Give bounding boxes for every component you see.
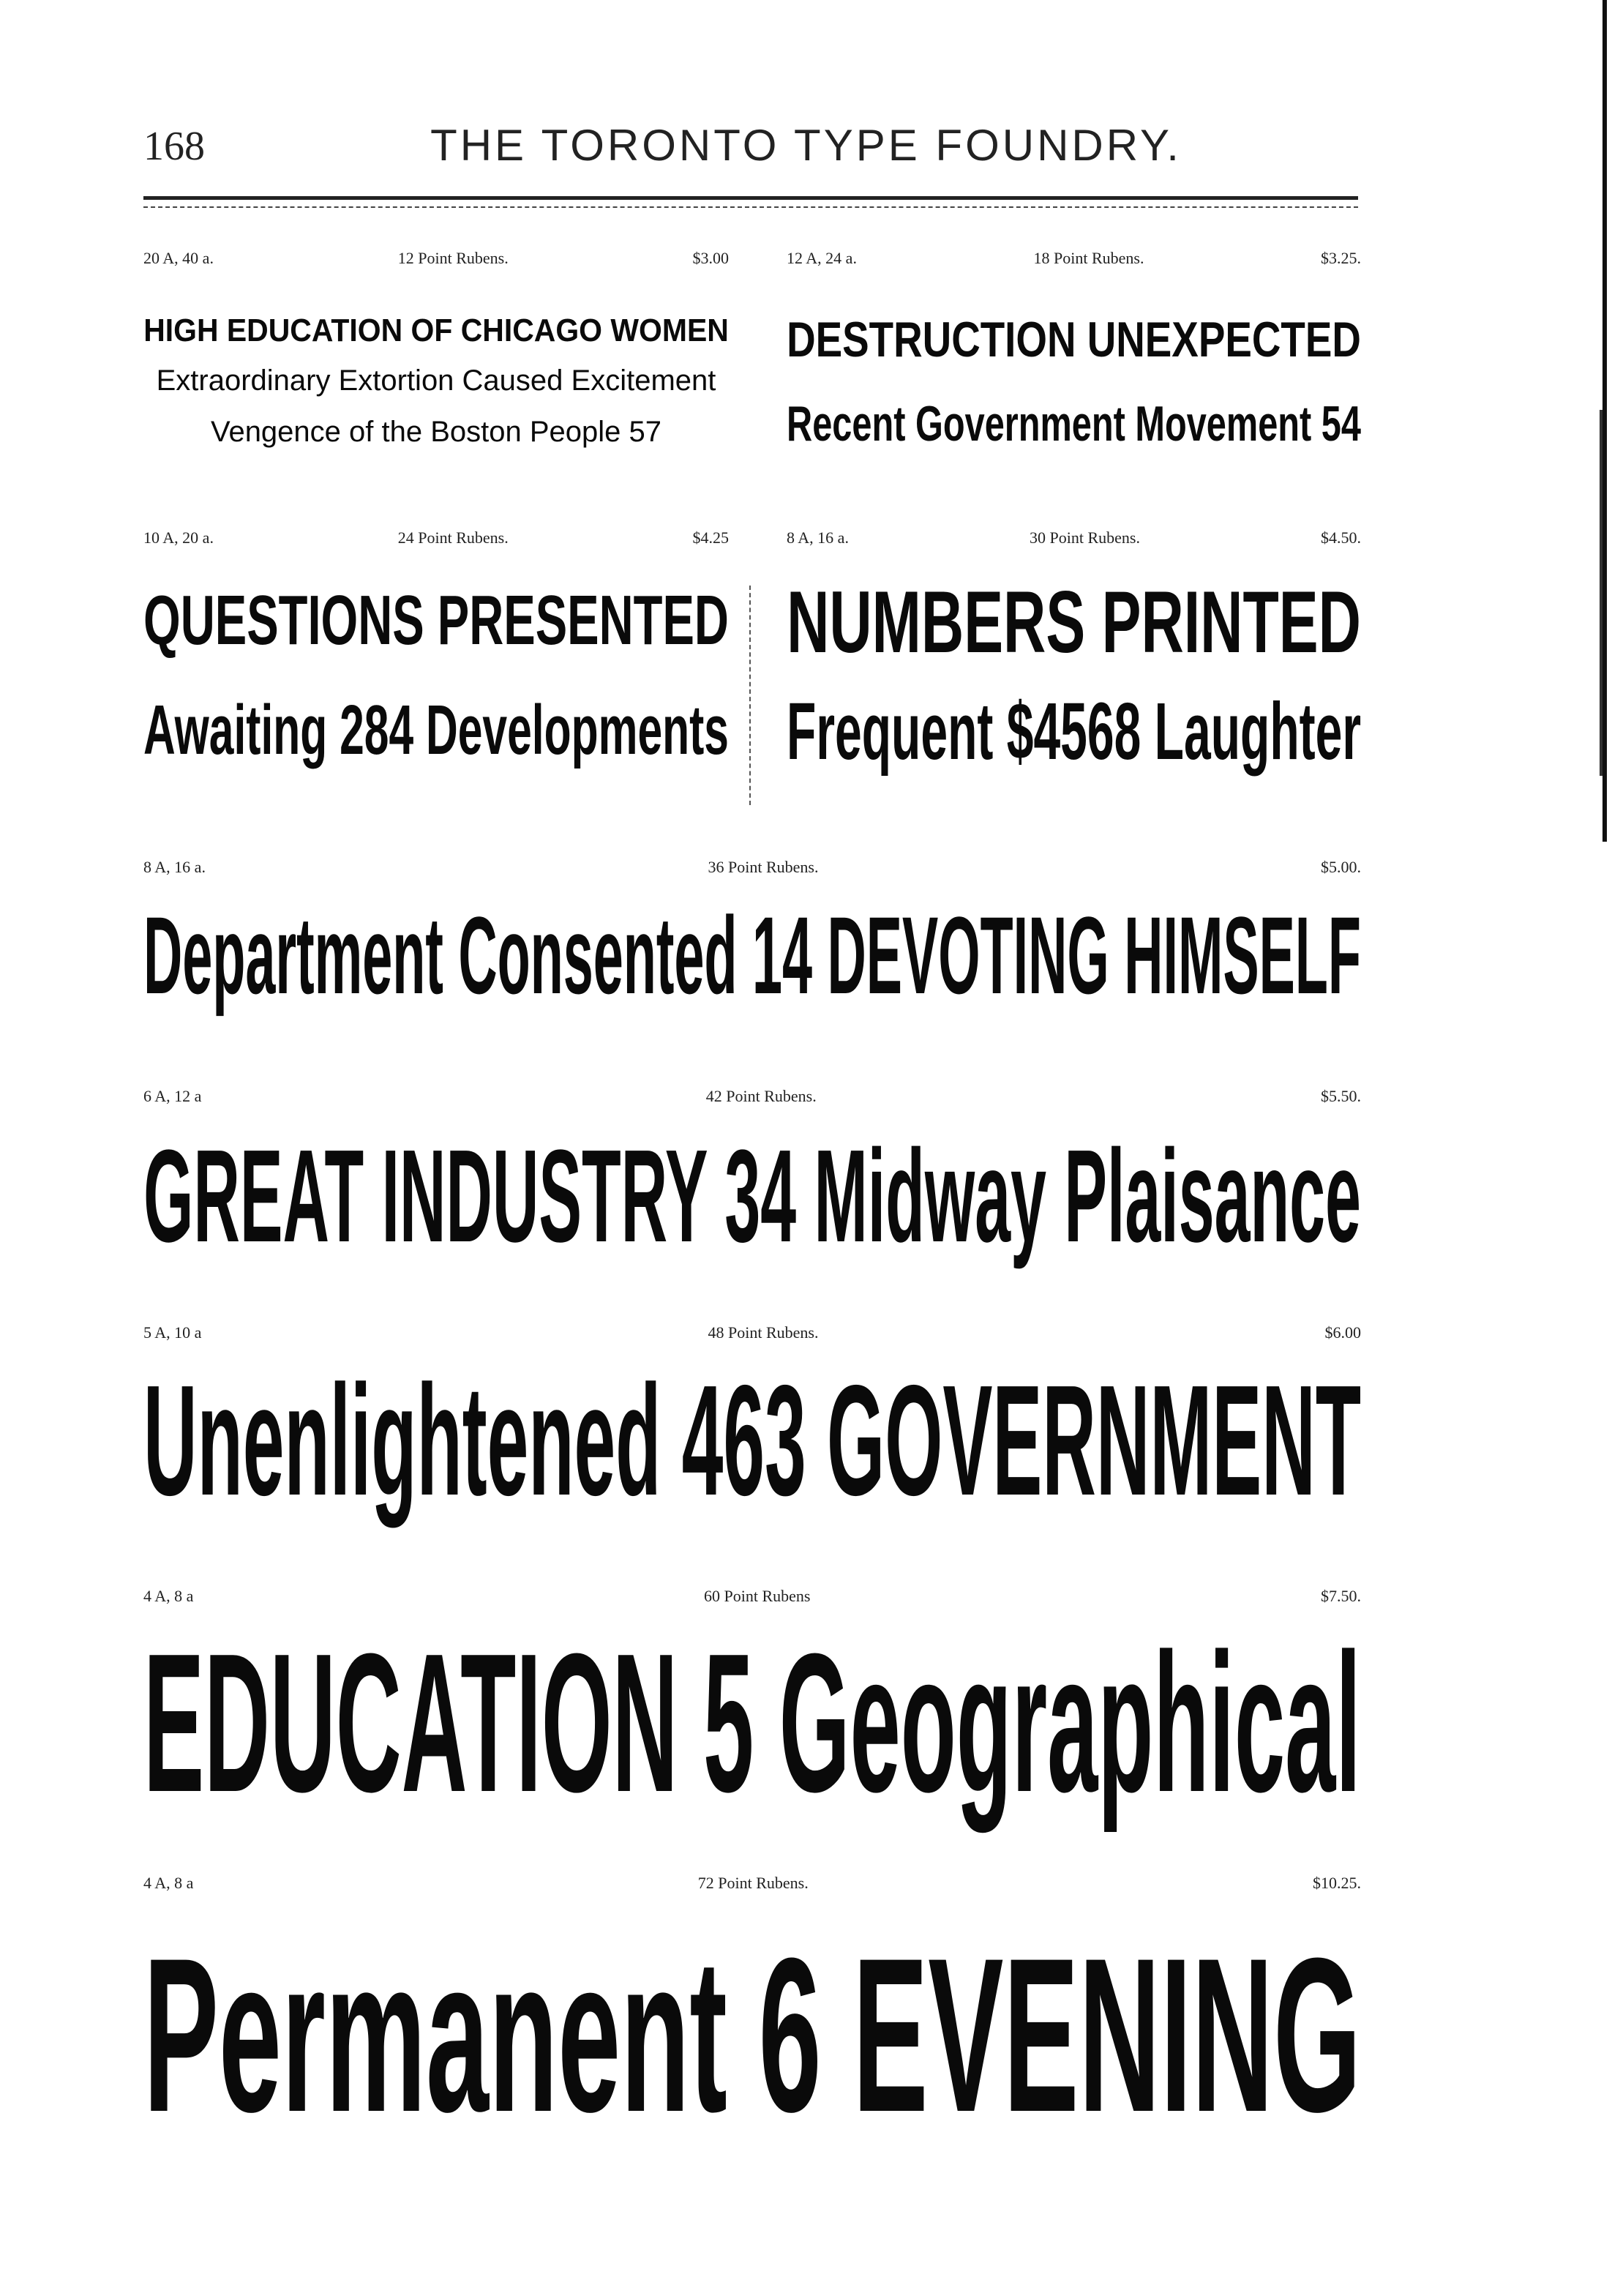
- header-rule-secondary: [143, 206, 1358, 208]
- specimen-quantity: 10 A, 20 a.: [143, 528, 214, 547]
- specimen-meta-24pt: [143, 528, 729, 547]
- specimen-line: Unenlightened 463 GOVERNMENT: [143, 1352, 1362, 1528]
- specimen-price: $6.00: [1324, 1323, 1361, 1342]
- specimen-line: HIGH EDUCATION OF CHICAGO WOMEN: [143, 313, 729, 348]
- specimen-quantity: 6 A, 12 a: [143, 1087, 202, 1105]
- specimen-line: Awaiting 284 Developments: [143, 691, 729, 769]
- specimen-quantity: 4 A, 8 a: [143, 1587, 194, 1605]
- specimen-size: 30 Point Rubens.: [1029, 528, 1140, 547]
- specimen-quantity: 8 A, 16 a.: [143, 858, 206, 876]
- specimen-line: QUESTIONS PRESENTED: [143, 581, 729, 659]
- specimen-price: $10.25.: [1312, 1874, 1361, 1892]
- specimen-size: 48 Point Rubens.: [708, 1323, 819, 1342]
- specimen-line: NUMBERS PRINTED: [787, 573, 1361, 671]
- page-edge-mark-secondary: [1600, 410, 1602, 776]
- specimen-meta-42pt: [143, 1087, 1361, 1106]
- specimen-line: Permanent 6 EVENING: [143, 1912, 1362, 2158]
- specimen-meta-60pt: [143, 1587, 1361, 1606]
- specimen-line: EDUCATION 5 Geographical: [143, 1613, 1361, 1833]
- specimen-quantity: 8 A, 16 a.: [787, 528, 849, 547]
- specimen-price: $7.50.: [1320, 1587, 1361, 1605]
- specimen-quantity: 20 A, 40 a.: [143, 249, 214, 267]
- specimen-line: Frequent $4568 Laughter: [787, 687, 1362, 777]
- specimen-size: 24 Point Rubens.: [397, 528, 509, 547]
- specimen-quantity: 5 A, 10 a: [143, 1323, 202, 1342]
- specimen-line: DESTRUCTION UNEXPECTED: [787, 312, 1361, 367]
- specimen-line: Extraordinary Extortion Caused Excitement: [156, 364, 716, 397]
- header-rule: [143, 196, 1358, 200]
- specimen-size: 18 Point Rubens.: [1033, 249, 1144, 267]
- specimen-line: Department Consented 14 DEVOTING HIMSELF: [143, 894, 1361, 1017]
- specimen-line: Recent Government Movement 54: [787, 396, 1361, 452]
- page-edge-mark: [1602, 0, 1607, 842]
- specimen-quantity: 4 A, 8 a: [143, 1874, 194, 1892]
- specimen-meta-48pt: [143, 1323, 1361, 1342]
- specimen-meta-72pt: [143, 1874, 1361, 1893]
- page-number: 168: [143, 124, 205, 169]
- specimen-price: $3.25.: [1320, 249, 1361, 267]
- specimen-line: Vengence of the Boston People 57: [210, 416, 662, 448]
- specimen-price: $5.00.: [1320, 858, 1361, 876]
- specimen-size: 12 Point Rubens.: [397, 249, 509, 267]
- specimen-line: GREAT INDUSTRY 34 Midway Plaisance: [143, 1123, 1361, 1270]
- specimen-meta-12pt: [143, 249, 729, 268]
- specimen-size: 60 Point Rubens: [703, 1587, 811, 1605]
- specimen-quantity: 12 A, 24 a.: [787, 249, 857, 267]
- specimen-meta-18pt: [787, 249, 1361, 268]
- specimen-price: $4.25: [692, 528, 729, 547]
- specimen-price: $4.50.: [1320, 528, 1361, 547]
- column-divider: [749, 586, 751, 805]
- specimen-size: 42 Point Rubens.: [705, 1087, 817, 1105]
- specimen-size: 72 Point Rubens.: [697, 1874, 809, 1892]
- specimen-price: $3.00: [692, 249, 729, 267]
- page-title: THE TORONTO TYPE FOUNDRY.: [430, 121, 1182, 170]
- specimen-meta-30pt: [787, 528, 1361, 547]
- specimen-size: 36 Point Rubens.: [708, 858, 819, 876]
- specimen-price: $5.50.: [1320, 1087, 1361, 1105]
- specimen-meta-36pt: [143, 858, 1361, 877]
